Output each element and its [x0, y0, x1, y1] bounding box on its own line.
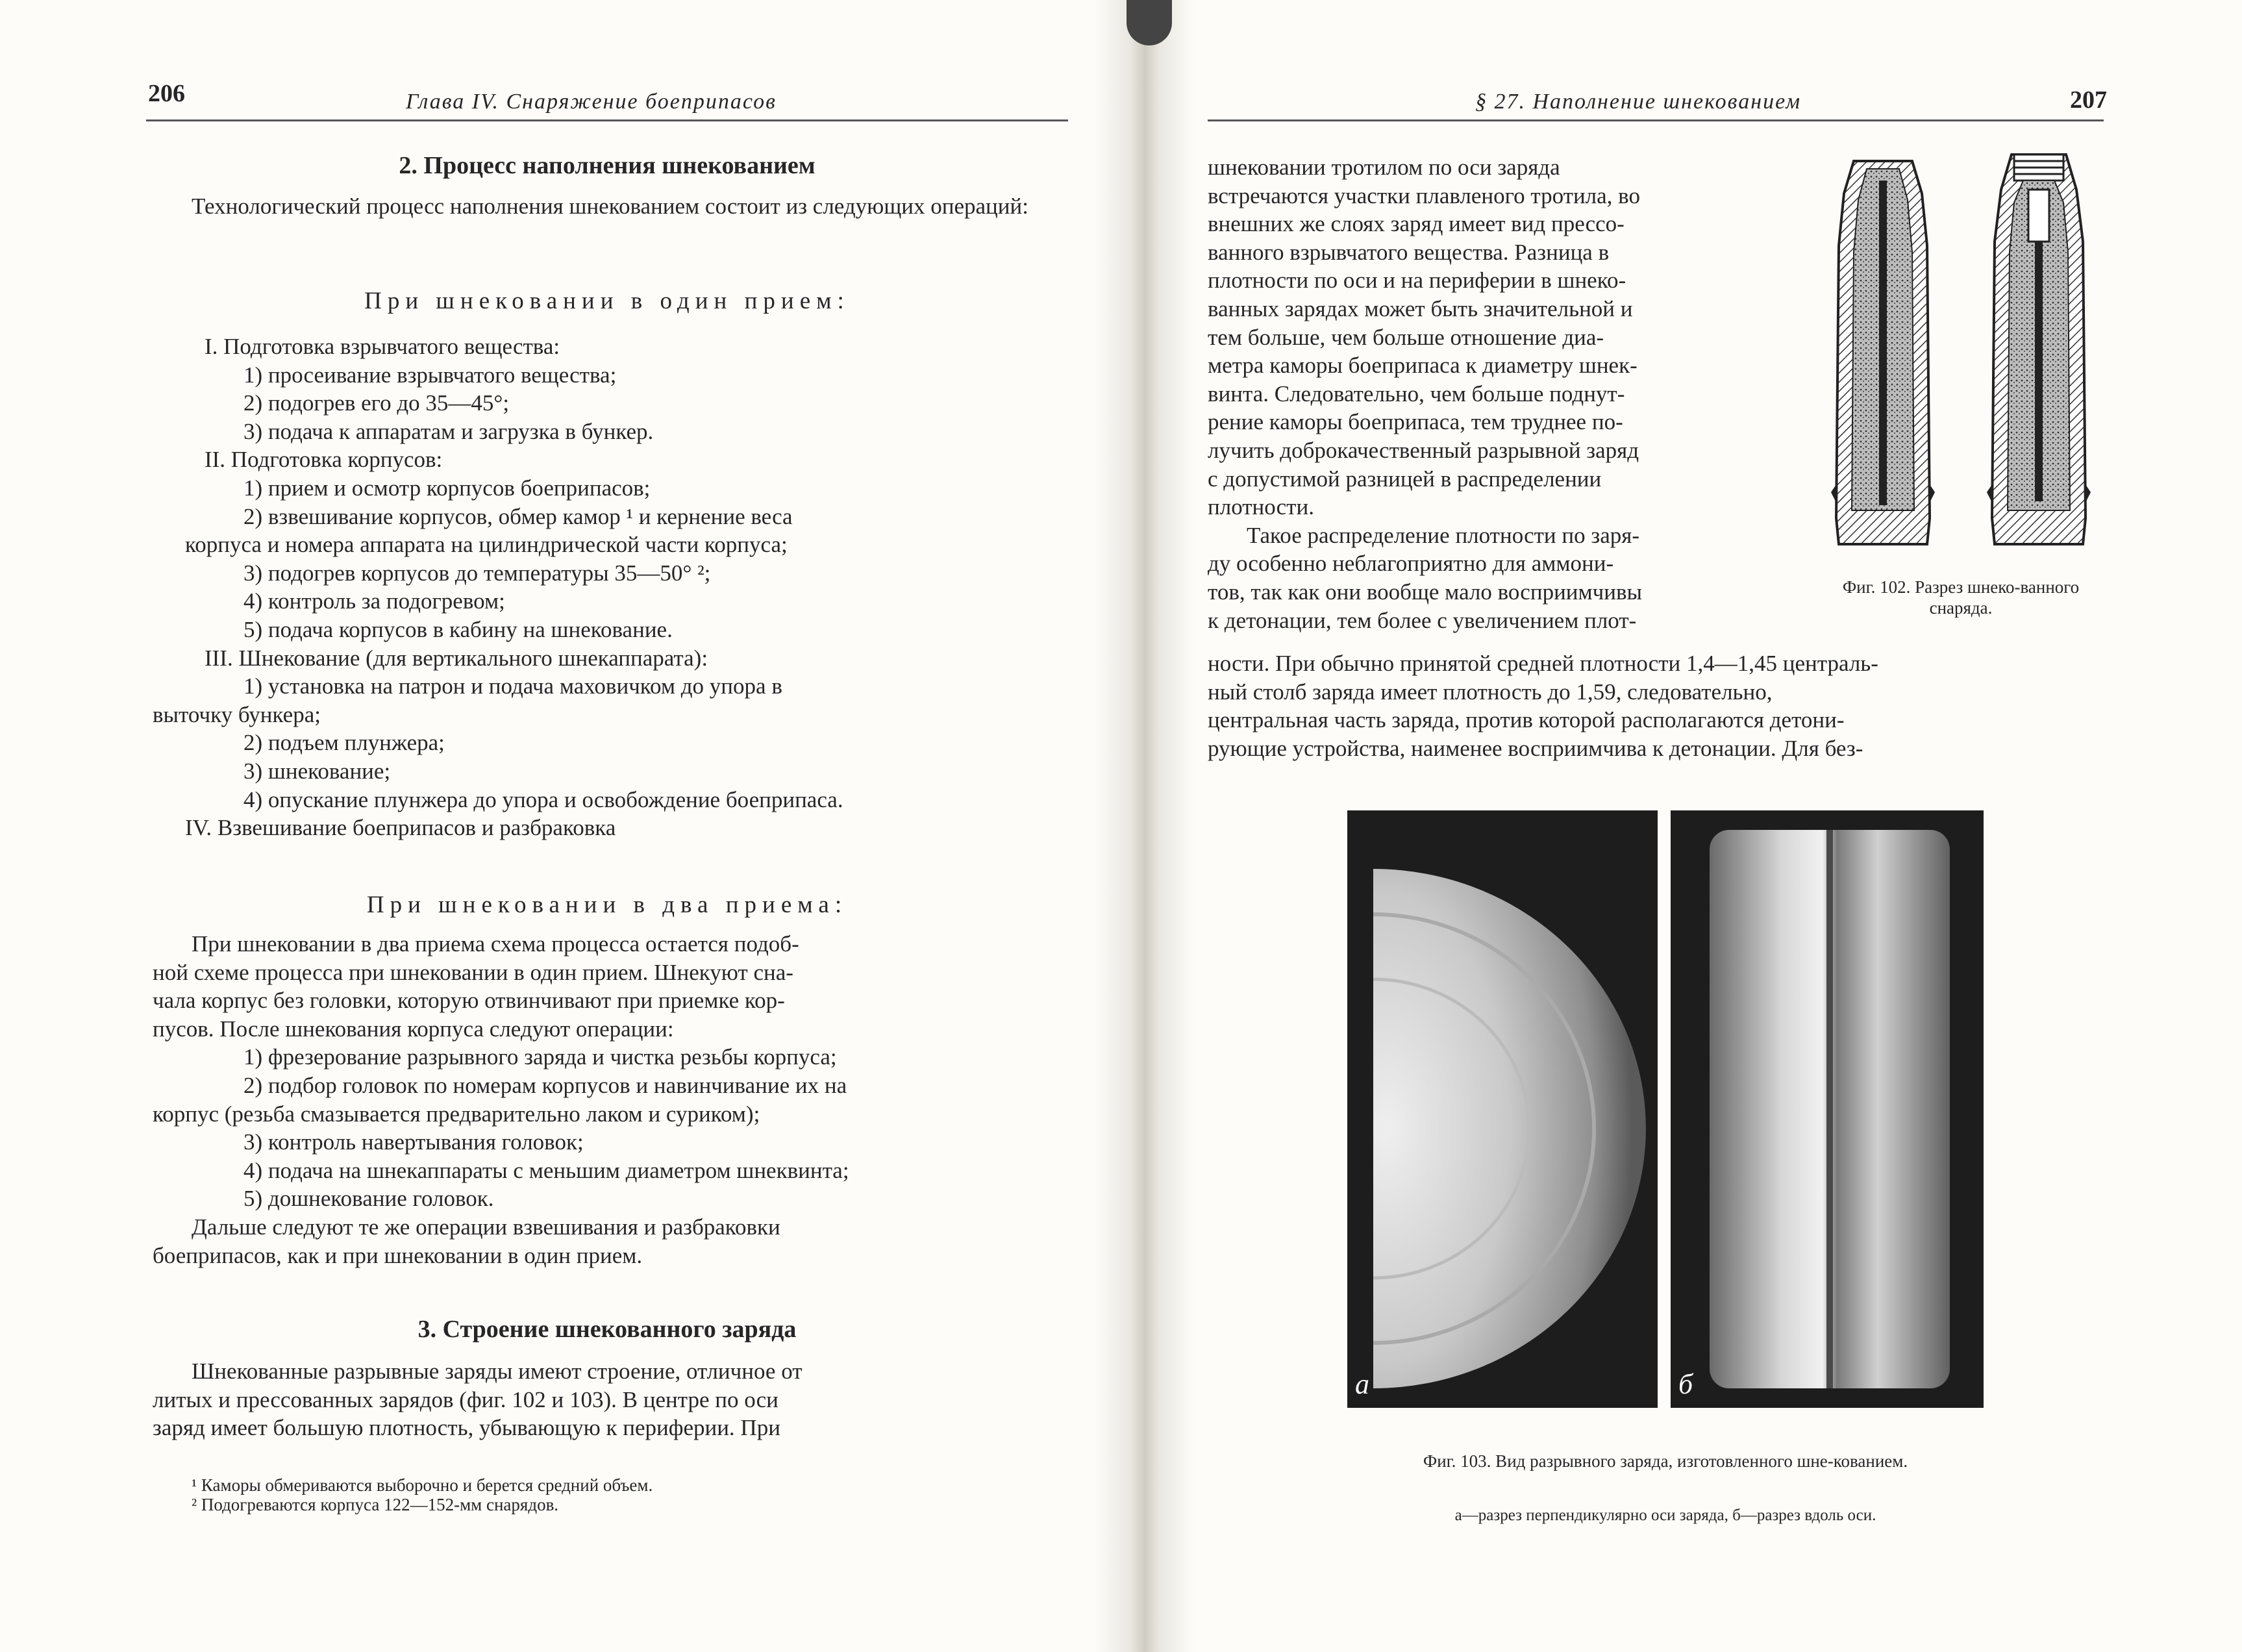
- list-item: IV. Взвешивание боеприпасов и разбраковка: [185, 815, 616, 841]
- list-item: 3) шнекование;: [243, 758, 391, 784]
- text-line: плотности по оси и на периферии в шнеко-: [1208, 268, 1626, 294]
- right-full-text: [1208, 649, 2104, 762]
- section-3-title: 3. Строение шнекованного заряда: [417, 1316, 797, 1343]
- text-line: тем больше, чем больше отношение диа-: [1208, 324, 1604, 350]
- photo-a-cross-section: [1347, 810, 1658, 1408]
- list-item: корпус (резьба смазывается предварительно лаком и суриком);: [153, 1101, 760, 1127]
- list-item: 2) взвешивание корпусов, обмер камор ¹ и кернение веса: [243, 503, 793, 529]
- text-line: пусов. После шнекования корпуса следуют операции:: [153, 1016, 674, 1042]
- list-item: корпуса и номера аппарата на цилиндрической части корпуса;: [185, 532, 788, 558]
- list-item: 5) подача корпусов в кабину на шнекование.: [243, 616, 673, 642]
- text-line: Такое распределение плотности по заря-: [1247, 522, 1639, 548]
- half-disc-image: [1347, 810, 1658, 1408]
- text-line: встречаются участки плавленого тротила, во: [1208, 182, 1640, 208]
- fig-102-caption: Фиг. 102. Разрез шнеко-ванного снаряда.: [1842, 577, 2080, 618]
- list-item: 1) просеивание взрывчатого вещества;: [243, 362, 617, 388]
- list-item: 4) опускание плунжера до упора и освобождение боеприпаса.: [243, 786, 843, 812]
- text-line: заряд имеет большую плотность, убывающую к периферии. При: [153, 1415, 780, 1441]
- one-step-heading: При шнековании в один прием:: [364, 288, 850, 314]
- text-line: лучить доброкачественный разрывной заряд: [1208, 437, 1639, 463]
- list-item: 2) подбор головок по номерам корпусов и навинчивание их на: [243, 1072, 847, 1098]
- list-item: выточку бункера;: [153, 701, 321, 727]
- text-line: ду особенно неблагоприятно для аммони-: [1208, 551, 1614, 577]
- text-line: тов, так как они вообще мало восприимчивы: [1208, 579, 1643, 605]
- text-line: рение каморы боеприпаса, тем труднее по-: [1208, 409, 1623, 435]
- photo-b-longitudinal-section: [1671, 810, 1984, 1408]
- footnote: ² Подогреваются корпуса 122—152-мм снарядов.: [192, 1495, 559, 1514]
- list-item: 5) дошнекование головок.: [243, 1186, 494, 1212]
- list-item: III. Шнекование (для вертикального шнекаппарата):: [205, 645, 708, 671]
- footnotes: [192, 1475, 1036, 1514]
- text-line: центральная часть заряда, против которой располагаются детони-: [1208, 707, 1845, 733]
- two-step-block: [153, 930, 1055, 1270]
- text-line: внешних же слоях заряд имеет вид прессо-: [1208, 211, 1625, 237]
- right-column-text: [1208, 153, 1795, 634]
- list-item: 1) фрезерование разрывного заряда и чистка резьбы корпуса;: [243, 1044, 837, 1070]
- section-2-title: 2. Процесс наполнения шнекованием: [399, 152, 816, 179]
- left-header-rule: [146, 119, 1068, 121]
- photo-b-label: б: [1678, 1368, 1693, 1400]
- list-item: 2) подъем плунжера;: [243, 730, 445, 756]
- right-running-head: § 27. Наполнение шнекованием: [1475, 90, 1802, 114]
- footnote: ¹ Каморы обмериваются выборочно и берется средний объем.: [192, 1475, 653, 1495]
- text-line: ности. При обычно принятой средней плотности 1,4—1,45 централь-: [1208, 651, 1878, 676]
- left-page-number: 206: [148, 80, 185, 107]
- text-line: метра каморы боеприпаса к диаметру шнек-: [1208, 353, 1638, 379]
- photo-a-label: а: [1355, 1368, 1369, 1400]
- list-item: 1) установка на патрон и подача маховичком до упора в: [243, 673, 782, 699]
- text-line: плотности.: [1208, 494, 1314, 520]
- list-item: 3) подогрев корпусов до температуры 35—50° ²;: [243, 560, 711, 586]
- list-item: II. Подготовка корпусов:: [205, 447, 443, 473]
- text-line: Дальше следуют те же операции взвешивания и разбраковки: [192, 1214, 780, 1240]
- text-line: литых и прессованных зарядов (фиг. 102 и 103). В центре по оси: [153, 1386, 778, 1412]
- text-line: винта. Следовательно, чем больше поднут-: [1208, 381, 1625, 407]
- one-step-list: [153, 332, 1055, 842]
- book-gutter: [1096, 0, 1193, 1652]
- list-item: 4) контроль за подогревом;: [243, 588, 505, 614]
- text-line: боеприпасов, как и при шнековании в один прием.: [153, 1242, 643, 1268]
- list-item: 3) подача к аппаратам и загрузка в бункер.: [243, 418, 654, 444]
- text-line: Шнекованные разрывные заряды имеют строение, отличное от: [192, 1358, 803, 1384]
- text-line: к детонации, тем более с увеличением плот-: [1208, 607, 1637, 633]
- text-line: чала корпус без головки, которую отвинчивают при приемке кор-: [153, 988, 785, 1014]
- list-item: I. Подготовка взрывчатого вещества:: [205, 334, 560, 359]
- fig-103-caption: Фиг. 103. Вид разрывного заряда, изготовленного шне-кованием.: [1423, 1451, 1908, 1471]
- text-line: шнековании тротилом по оси заряда: [1208, 155, 1560, 180]
- shell-section-right: [1974, 151, 2104, 557]
- left-running-head: Глава IV. Снаряжение боеприпасов: [406, 90, 777, 114]
- text-line: При шнековании в два приема схема процесса остается подоб-: [192, 931, 799, 957]
- right-page-number: 207: [2070, 86, 2107, 114]
- shell-section-left: [1818, 155, 1948, 557]
- scan-blot: [1127, 0, 1172, 45]
- list-item: 2) подогрев его до 35—45°;: [243, 390, 510, 416]
- list-item: 3) контроль навертывания головок;: [243, 1129, 584, 1155]
- text-line: ной схеме процесса при шнековании в один прием. Шнекуют сна-: [153, 959, 793, 985]
- text-line: ванных зарядах может быть значительной и: [1208, 295, 1633, 321]
- list-item: 1) прием и осмотр корпусов боеприпасов;: [243, 475, 651, 501]
- text-line: ный столб заряда имеет плотность до 1,59, следовательно,: [1208, 679, 1773, 705]
- longitudinal-image: [1671, 810, 1984, 1408]
- right-header-rule: [1208, 119, 2104, 121]
- section-3-paragraph: [153, 1357, 1055, 1442]
- text-line: с допустимой разницей в распределении: [1208, 466, 1602, 492]
- intro-paragraph: Технологический процесс наполнения шнекованием состоит из следующих операций:: [192, 194, 1028, 219]
- text-line: ванного взрывчатого вещества. Разница в: [1208, 239, 1610, 265]
- fig-103-subcaption: а—разрез перпендикулярно оси заряда, б—разрез вдоль оси.: [1454, 1507, 1876, 1524]
- text-line: рующие устройства, наименее восприимчива к детонации. Для без-: [1208, 735, 1863, 761]
- list-item: 4) подача на шнекаппараты с меньшим диаметром шнеквинта;: [243, 1157, 849, 1183]
- two-step-heading: При шнековании в два приема:: [366, 892, 848, 918]
